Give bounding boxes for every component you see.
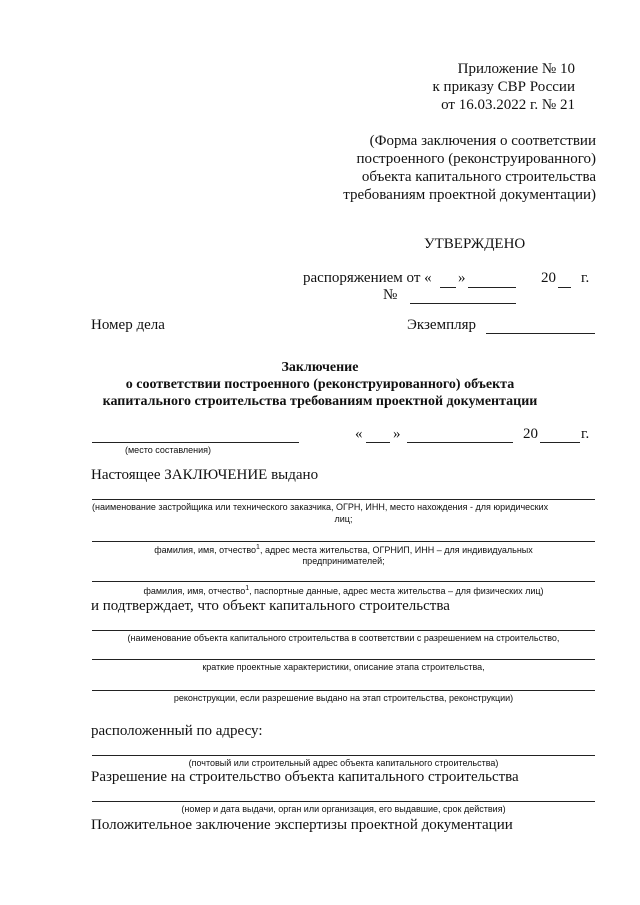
date-year-suffix: г. (581, 426, 590, 442)
annex-line-3: от 16.03.2022 г. № 21 (441, 97, 575, 113)
annex-line-2: к приказу СВР России (432, 79, 575, 95)
caption-legal-2: лиц; (334, 514, 353, 524)
confirms-text: и подтверждает, что объект капитального строительства (91, 598, 450, 614)
caption-ip-1 (92, 544, 595, 555)
case-number-label: Номер дела (91, 317, 165, 333)
caption-object-2: краткие проектные характеристики, описание этапа строительства, (202, 662, 485, 672)
form-title-line-4: требованиям проектной документации) (343, 187, 596, 203)
permit-line (92, 801, 595, 802)
footnote-mark-1: 1 (256, 544, 260, 551)
date-year-prefix: 20 (523, 426, 538, 442)
caption-fl-b: , паспортные данные, адрес места жительства – для физических лиц) (249, 586, 544, 596)
date-day-line (366, 442, 390, 443)
object-line-3 (92, 690, 595, 691)
form-title-line-1: (Форма заключения о соответствии (369, 133, 596, 149)
caption-legal-1: (наименование застройщика или технического заказчика, ОГРН, ИНН, место нахождения - для юридических (92, 502, 549, 512)
address-line (92, 755, 595, 756)
approval-year-prefix: 20 (541, 270, 556, 286)
approval-day-line (440, 287, 456, 288)
caption-ip-1a: фамилия, имя, отчество (154, 545, 257, 555)
date-year-line (540, 442, 580, 443)
expertise-label: Положительное заключение экспертизы проектной документации (91, 817, 513, 833)
approval-year-line (558, 287, 571, 288)
caption-fl (92, 585, 595, 596)
located-at-label: расположенный по адресу: (91, 723, 263, 739)
caption-ip-1b: , адрес места жительства, ОГРНИП, ИНН – для индивидуальных (259, 545, 533, 555)
heading-line-1: Заключение (281, 360, 359, 375)
applicant-line (92, 499, 595, 500)
object-line-1 (92, 630, 595, 631)
caption-object-1: (наименование объекта капитального строительства в соответствии с разрешением на строительство, (127, 633, 560, 643)
issued-to-label: Настоящее ЗАКЛЮЧЕНИЕ выдано (91, 467, 319, 483)
caption-address: (почтовый или строительный адрес объекта капитального строительства) (188, 758, 499, 768)
form-title-line-2: построенного (реконструированного) (356, 151, 596, 167)
form-title-line-3: объекта капитального строительства (361, 169, 596, 185)
permit-label: Разрешение на строительство объекта капитального строительства (91, 769, 519, 785)
caption-ip-2: предпринимателей; (302, 556, 385, 566)
caption-object-3: реконструкции, если разрешение выдано на этап строительства, реконструкции) (173, 693, 514, 703)
date-quote-close: » (393, 426, 401, 442)
approval-title: УТВЕРЖДЕНО (424, 236, 526, 252)
heading-line-2: о соответствии построенного (реконструированного) объекта (125, 377, 515, 392)
annex-line-1: Приложение № 10 (457, 61, 575, 77)
applicant-ip-line (92, 541, 595, 542)
copy-label: Экземпляр (407, 317, 476, 333)
approval-quote-close: » (458, 270, 466, 286)
approval-year-suffix: г. (581, 270, 590, 286)
approval-order-prefix: распоряжением от « (303, 270, 432, 286)
place-line (92, 442, 299, 443)
approval-month-line (468, 287, 516, 288)
heading-line-3: капитального строительства требованиям проектной документации (102, 394, 538, 409)
footnote-mark-2: 1 (245, 585, 250, 592)
copy-line (486, 333, 595, 334)
caption-fl-a: фамилия, имя, отчество (143, 586, 246, 596)
approval-number-line (410, 303, 516, 304)
date-month-line (407, 442, 513, 443)
applicant-fl-line (92, 581, 595, 582)
approval-number-label: № (383, 287, 398, 303)
place-caption: (место составления) (125, 445, 212, 455)
date-quote-open: « (355, 426, 363, 442)
caption-permit: (номер и дата выдачи, орган или организация, его выдавшие, срок действия) (181, 804, 506, 814)
object-line-2 (92, 659, 595, 660)
